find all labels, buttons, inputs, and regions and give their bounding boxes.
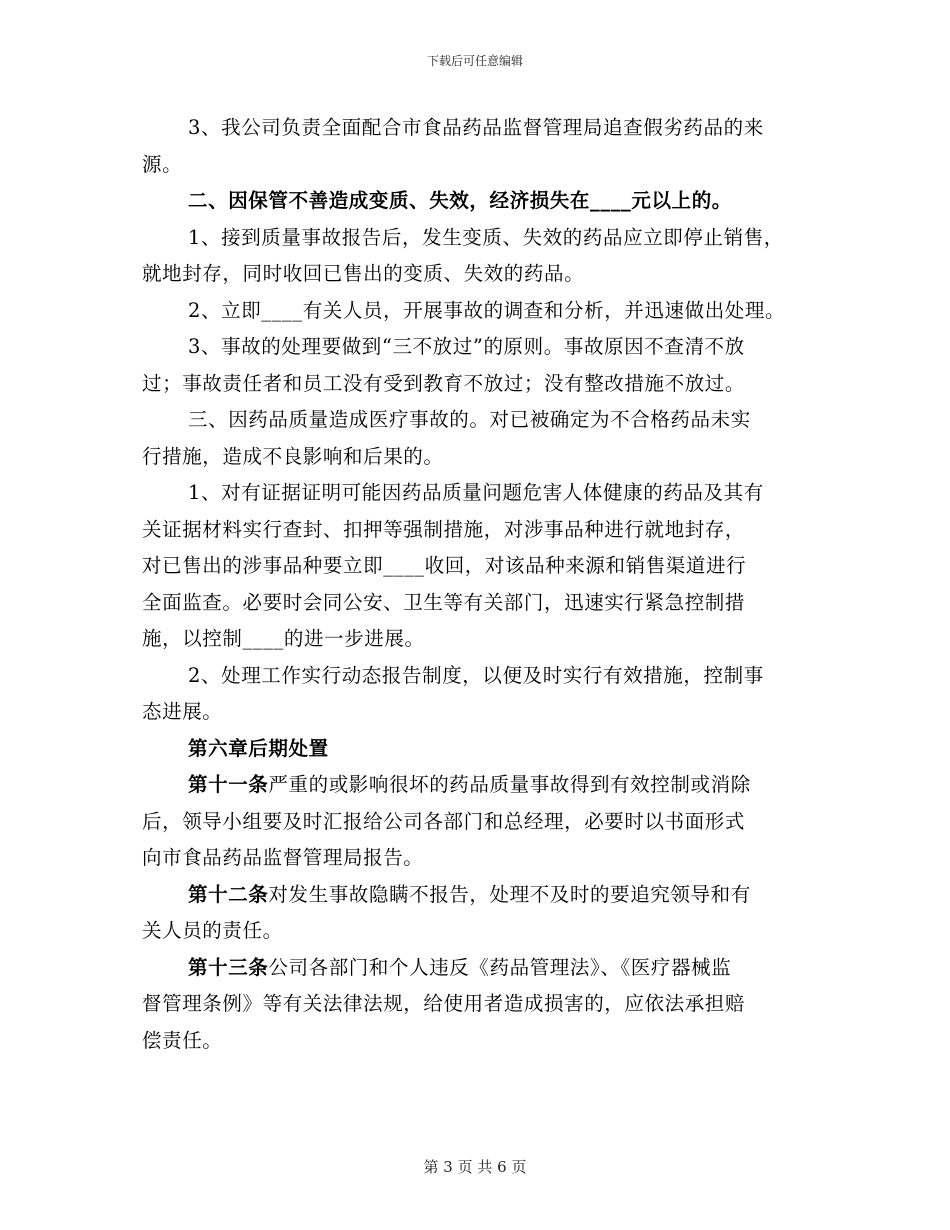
text-line <box>142 293 822 330</box>
article-number: 第十一条 <box>188 773 269 796</box>
text-line <box>142 548 822 585</box>
text-line <box>142 439 822 476</box>
text-line <box>142 1023 822 1060</box>
text-line <box>142 110 822 147</box>
text-line <box>142 512 822 549</box>
text-line <box>142 913 822 950</box>
line-text: 1、对有证据证明可能因药品质量问题危害人体健康的药品及其有 <box>188 481 764 504</box>
line-text: 偿责任。 <box>142 1028 223 1052</box>
document-body <box>142 110 822 1059</box>
text-line <box>142 475 822 512</box>
text-line <box>142 877 822 914</box>
text-line <box>142 621 822 658</box>
line-text: 3、我公司负责全面配合市食品药品监督管理局追查假劣药品的来 <box>188 116 764 139</box>
article-number: 第十二条 <box>188 882 269 906</box>
text-line <box>142 183 822 220</box>
text-line <box>142 329 822 366</box>
line-text: 2、立即____有关人员，开展事故的调查和分析，并迅速做出处理。 <box>188 298 786 322</box>
line-text: 3、事故的处理要做到“三不放过”的原则。事故原因不查清不放 <box>188 335 745 358</box>
text-line <box>142 256 822 293</box>
text-line <box>142 694 822 731</box>
line-text: 向市食品药品监督管理局报告。 <box>142 846 424 869</box>
text-line <box>142 658 822 695</box>
line-text: 关人员的责任。 <box>142 919 283 942</box>
page-footer: 第 3 页 共 6 页 <box>423 1158 527 1176</box>
line-text: 就地封存，同时收回已售出的变质、失效的药品。 <box>142 262 585 285</box>
text-line <box>142 366 822 403</box>
line-text: 对已售出的涉事品种要立即____收回，对该品种来源和销售渠道进行 <box>142 554 747 577</box>
line-text: 督管理条例》等有关法律法规，给使用者造成损害的，应依法承担赔 <box>142 992 746 1015</box>
line-text: 严重的或影响很坏的药品质量事故得到有效控制或消除 <box>268 773 751 796</box>
line-text: 三、因药品质量造成医疗事故的。对已被确定为不合格药品未实 <box>188 408 751 431</box>
article-number: 第十三条 <box>188 955 269 979</box>
text-line <box>142 767 822 804</box>
line-text: 态进展。 <box>142 700 223 723</box>
text-line <box>142 840 822 877</box>
text-line <box>142 950 822 987</box>
line-text: 过；事故责任者和员工没有受到教育不放过；没有整改措施不放过。 <box>142 371 746 395</box>
text-line <box>142 731 822 768</box>
line-text: 全面监查。必要时会同公安、卫生等有关部门，迅速实行紧急控制措 <box>142 590 746 614</box>
line-text: 1、接到质量事故报告后，发生变质、失效的药品应立即停止销售， <box>188 225 784 249</box>
line-text: 源。 <box>142 152 183 176</box>
text-line <box>142 147 822 184</box>
line-text: 2、处理工作实行动态报告制度，以便及时实行有效措施，控制事 <box>188 663 764 687</box>
line-text: 第六章后期处置 <box>188 736 329 760</box>
text-line <box>142 986 822 1023</box>
line-text: 二、因保管不善造成变质、失效，经济损失在____元以上的。 <box>188 189 732 212</box>
text-line <box>142 804 822 841</box>
line-text: 公司各部门和个人违反《药品管理法》、《医疗器械监 <box>268 955 732 979</box>
line-text: 施，以控制____的进一步进展。 <box>142 627 425 650</box>
text-line <box>142 220 822 257</box>
line-text: 对发生事故隐瞒不报告，处理不及时的要追究领导和有 <box>268 882 751 906</box>
text-line <box>142 585 822 622</box>
line-text: 后，领导小组要及时汇报给公司各部门和总经理，必要时以书面形式 <box>142 809 746 833</box>
line-text: 行措施，造成不良影响和后果的。 <box>142 444 444 468</box>
text-line <box>142 402 822 439</box>
line-text: 关证据材料实行查封、扣押等强制措施，对涉事品种进行就地封存， <box>142 517 746 541</box>
page-header: 下载后可任意编辑 <box>426 54 523 68</box>
